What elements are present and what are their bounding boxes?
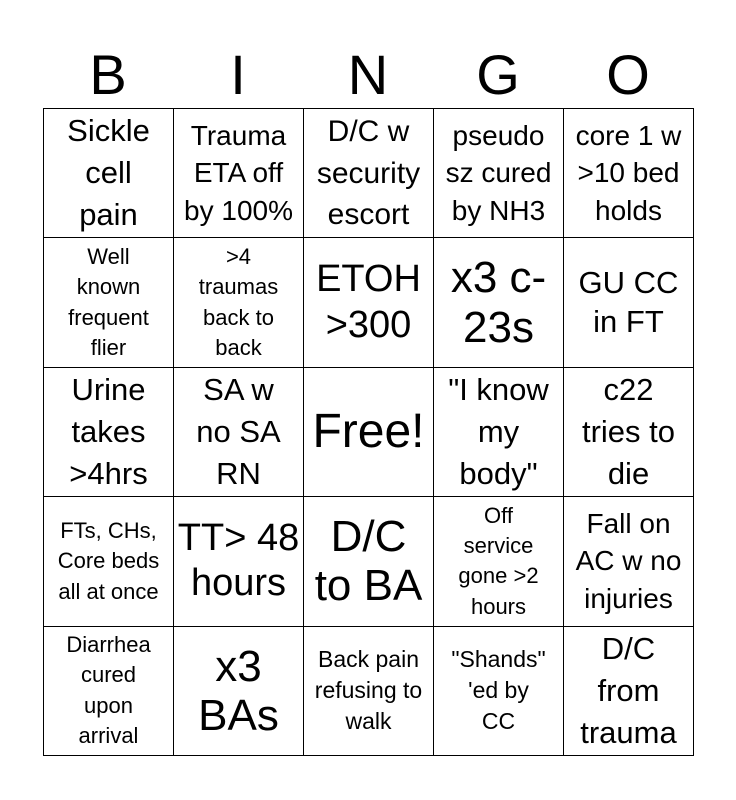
header-letter-g: G bbox=[476, 43, 520, 106]
cell-text: Urine takes >4hrs bbox=[69, 372, 148, 491]
bingo-cell-r4-c3[interactable] bbox=[304, 497, 434, 626]
cell-text: x3 BAs bbox=[198, 641, 279, 740]
cell-text: TT> 48 hours bbox=[177, 516, 300, 605]
cell-text: Diarrhea cured upon arrival bbox=[66, 632, 151, 749]
header-letter-o: O bbox=[606, 43, 650, 106]
header-letter-i: I bbox=[230, 43, 246, 106]
header-letter-n: N bbox=[347, 43, 389, 106]
bingo-cell-r3-c4[interactable] bbox=[434, 368, 564, 497]
bingo-cell-r2-c2[interactable] bbox=[174, 238, 304, 367]
bingo-cell-r4-c5[interactable] bbox=[564, 497, 694, 626]
bingo-cell-r3-c3[interactable] bbox=[304, 368, 434, 497]
cell-text: Back pain refusing to walk bbox=[314, 646, 423, 735]
bingo-cell-r2-c5[interactable] bbox=[564, 238, 694, 367]
cell-text: GU CC in FT bbox=[578, 264, 679, 339]
cell-text: Off service gone >2 hours bbox=[458, 502, 539, 619]
header-letter-b: B bbox=[89, 43, 127, 106]
cell-text: >4 traumas back to back bbox=[198, 243, 279, 360]
bingo-cell-r5-c2[interactable] bbox=[174, 627, 304, 756]
cell-text: Fall on AC w no injuries bbox=[575, 507, 682, 615]
bingo-board bbox=[43, 108, 694, 756]
cell-text: Sickle cell pain bbox=[67, 113, 150, 233]
cell-text: D/C w security escort bbox=[316, 115, 421, 231]
bingo-cell-r2-c1[interactable] bbox=[44, 238, 174, 367]
bingo-cell-r1-c2[interactable] bbox=[174, 109, 304, 238]
cell-text: c22 tries to die bbox=[581, 372, 676, 491]
cell-text: "I know my body" bbox=[448, 372, 549, 491]
cell-text: D/C from trauma bbox=[580, 631, 677, 750]
bingo-cell-r5-c3[interactable] bbox=[304, 627, 434, 756]
bingo-cell-r1-c3[interactable] bbox=[304, 109, 434, 238]
free-space: Free! bbox=[312, 405, 425, 459]
cell-text: D/C to BA bbox=[314, 512, 423, 611]
cell-text: ETOH >300 bbox=[316, 258, 421, 346]
bingo-cell-r2-c4[interactable] bbox=[434, 238, 564, 367]
bingo-cell-r4-c2[interactable] bbox=[174, 497, 304, 626]
cell-text: FTs, CHs, Core beds all at once bbox=[57, 517, 160, 604]
cell-text: "Shands" 'ed by CC bbox=[451, 646, 546, 735]
bingo-cell-r5-c1[interactable] bbox=[44, 627, 174, 756]
bingo-header bbox=[43, 40, 693, 110]
bingo-cell-r5-c4[interactable] bbox=[434, 627, 564, 756]
cell-text: pseudo sz cured by NH3 bbox=[445, 119, 552, 227]
bingo-cell-r1-c1[interactable] bbox=[44, 109, 174, 238]
cell-text: x3 c- 23s bbox=[450, 253, 547, 352]
bingo-cell-r1-c4[interactable] bbox=[434, 109, 564, 238]
bingo-cell-r1-c5[interactable] bbox=[564, 109, 694, 238]
bingo-cell-r2-c3[interactable] bbox=[304, 238, 434, 367]
cell-text: core 1 w >10 bed holds bbox=[575, 119, 682, 227]
bingo-cell-r5-c5[interactable] bbox=[564, 627, 694, 756]
bingo-cell-r3-c2[interactable] bbox=[174, 368, 304, 497]
cell-text: Trauma ETA off by 100% bbox=[184, 119, 293, 227]
cell-text: SA w no SA RN bbox=[196, 372, 281, 491]
bingo-cell-r3-c1[interactable] bbox=[44, 368, 174, 497]
bingo-cell-r4-c1[interactable] bbox=[44, 497, 174, 626]
cell-text: Well known frequent flier bbox=[68, 243, 149, 360]
bingo-cell-r3-c5[interactable] bbox=[564, 368, 694, 497]
bingo-cell-r4-c4[interactable] bbox=[434, 497, 564, 626]
